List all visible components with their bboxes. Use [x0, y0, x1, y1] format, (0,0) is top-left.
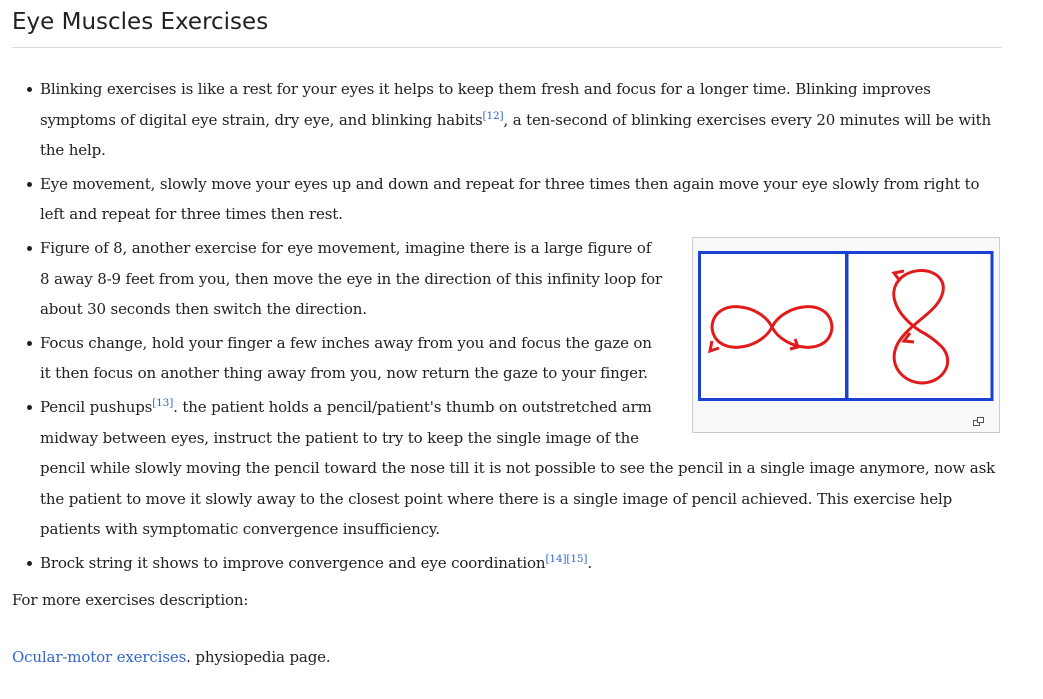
- list-item-brock-string: [40, 548, 1000, 579]
- list-item-eye-movement: [40, 169, 1000, 230]
- reference-link-13[interactable]: [13]: [152, 396, 174, 409]
- ocular-motor-exercises-link[interactable]: Ocular-motor exercises: [12, 648, 187, 666]
- reference-link-14[interactable]: [14]: [545, 552, 567, 565]
- item-text: Eye movement, slowly move your eyes up and down and repeat for three times then again move your eye slowly from right to left and repeat for three times then rest.: [40, 174, 980, 224]
- list-item-focus-change: [40, 328, 1000, 389]
- item-text: Focus change, hold your finger a few inches away from you and focus the gaze on it then focus on another thing away from you, now return the gaze to your finger.: [40, 333, 652, 383]
- item-text: Pencil pushups: [40, 397, 153, 416]
- link-suffix: . physiopedia page.: [186, 648, 331, 666]
- physiopedia-line: [12, 646, 331, 668]
- item-text: , a ten-second of blinking exercises every 20 minutes will be with the help.: [40, 110, 992, 160]
- exercise-list: [40, 74, 1000, 582]
- item-text: Brock string it shows to improve convergence and eye coordination: [40, 553, 546, 572]
- reference-link-15[interactable]: [15]: [566, 552, 588, 565]
- item-text: . the patient holds a pencil/patient's thumb on outstretched arm midway between eyes, instruct the patient to try to keep the single image of the pencil while slowly moving the pencil toward the nose till it is not possible to see the pencil in a single image anymore, now ask the patient to move it slowly away to the closest point where there is a single image of pencil achieved. This exercise help patients with symptomatic convergence insufficiency.: [40, 397, 996, 539]
- item-text: Blinking exercises is like a rest for your eyes it helps to keep them fresh and focus for a longer time. Blinking improves symptoms of digital eye strain, dry eye, and blinking habits: [40, 80, 931, 129]
- reference-link-12[interactable]: [12]: [482, 109, 504, 122]
- item-text: .: [587, 553, 592, 572]
- list-item-pencil-pushups: [40, 392, 1000, 545]
- list-item-figure-of-8: [40, 233, 1000, 325]
- more-exercises-text: For more exercises description:: [12, 591, 249, 609]
- section-heading: Eye Muscles Exercises: [12, 6, 1002, 48]
- item-text: Figure of 8, another exercise for eye movement, imagine there is a large figure of 8 away 8-9 feet from you, then move the eye in the direction of this infinity loop for about 30 seconds then switch the direction.: [40, 238, 663, 319]
- list-item-blinking: [40, 74, 1000, 166]
